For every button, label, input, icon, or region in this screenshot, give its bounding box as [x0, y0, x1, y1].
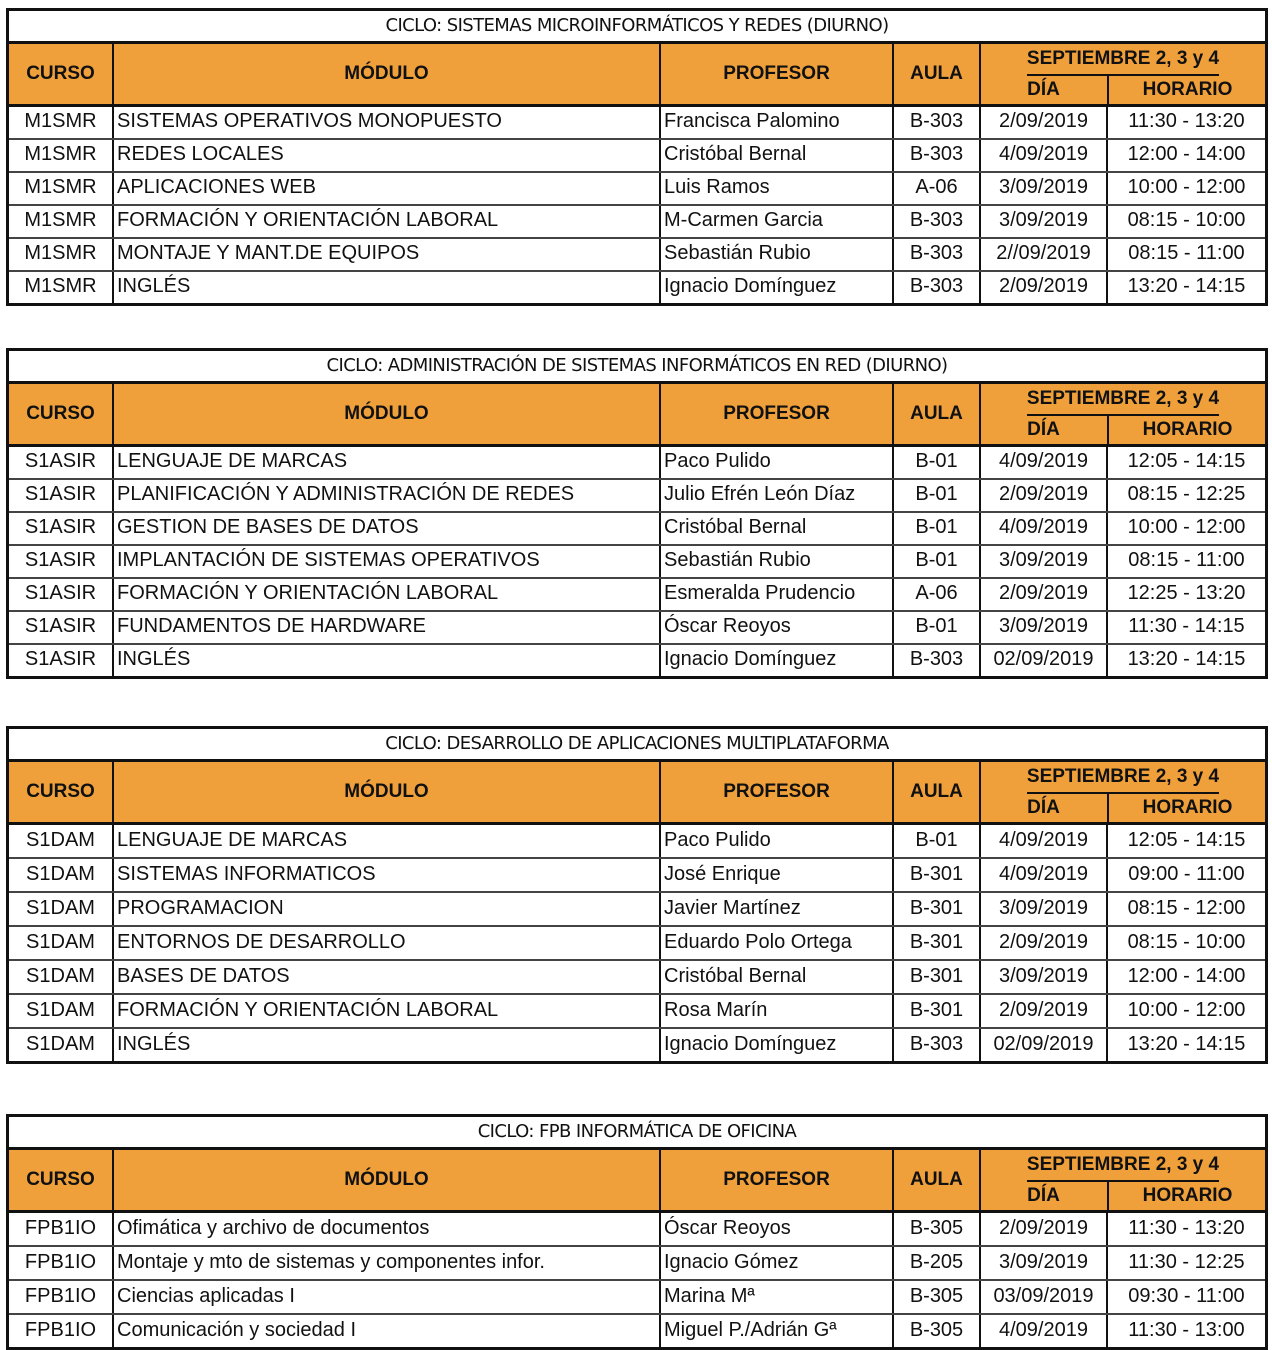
- header-dia: DÍA: [980, 794, 1109, 822]
- header-aula: AULA: [894, 762, 981, 822]
- header-modulo: MÓDULO: [114, 762, 661, 822]
- table-row: [9, 579, 1265, 612]
- cell-dia: 3/09/2019: [981, 961, 1108, 993]
- table-row: [9, 546, 1265, 579]
- cell-modulo: Montaje y mto de sistemas y componentes infor.: [114, 1247, 661, 1279]
- header-septiembre-group: [981, 1150, 1265, 1210]
- cell-curso: S1ASIR: [9, 645, 114, 676]
- header-profesor: PROFESOR: [661, 44, 894, 104]
- cell-aula: B-01: [894, 825, 981, 857]
- cell-horario: 08:15 - 11:00: [1128, 242, 1245, 264]
- header-horario: HORARIO: [1142, 79, 1233, 100]
- cell-aula: B-01: [894, 513, 981, 544]
- cell-curso: M1SMR: [9, 107, 114, 138]
- cell-profesor: Paco Pulido: [661, 447, 894, 478]
- cell-aula: B-01: [894, 480, 981, 511]
- cell-horario: 11:30 - 13:20: [1128, 1217, 1245, 1239]
- cell-aula: B-305: [894, 1281, 981, 1313]
- cell-horario: 11:30 - 13:00: [1128, 1319, 1245, 1341]
- cell-curso: M1SMR: [9, 239, 114, 270]
- cell-profesor: Paco Pulido: [661, 825, 894, 857]
- table-row: [9, 1281, 1265, 1315]
- cell-horario: 11:30 - 12:25: [1128, 1251, 1245, 1273]
- header-curso: CURSO: [9, 44, 114, 104]
- cell-curso: FPB1IO: [9, 1247, 114, 1279]
- cell-curso: S1DAM: [9, 1029, 114, 1061]
- cell-aula: B-301: [894, 859, 981, 891]
- cell-profesor: Sebastián Rubio: [661, 239, 894, 270]
- cell-modulo: Ciencias aplicadas I: [114, 1281, 661, 1313]
- cell-dia: 2/09/2019: [981, 927, 1108, 959]
- cell-modulo: SISTEMAS OPERATIVOS MONOPUESTO: [114, 107, 661, 138]
- cell-dia: 4/09/2019: [981, 825, 1108, 857]
- header-curso: CURSO: [9, 1150, 114, 1210]
- header-dia: DÍA: [980, 416, 1109, 444]
- cell-modulo: Comunicación y sociedad I: [114, 1315, 661, 1347]
- cell-aula: B-01: [894, 447, 981, 478]
- table-body: [9, 825, 1265, 1061]
- cell-aula: B-301: [894, 961, 981, 993]
- cycle-title: CICLO: DESARROLLO DE APLICACIONES MULTIPLATAFORMA: [9, 729, 1265, 762]
- cell-horario: 08:15 - 10:00: [1127, 931, 1246, 953]
- cycle-title: CICLO: FPB INFORMÁTICA DE OFICINA: [9, 1117, 1265, 1150]
- cell-dia: 2/09/2019: [981, 480, 1108, 511]
- cell-profesor: Cristóbal Bernal: [661, 513, 894, 544]
- cell-horario: 08:15 - 10:00: [1127, 209, 1246, 231]
- header-modulo: MÓDULO: [114, 44, 661, 104]
- cell-horario: 09:30 - 11:00: [1128, 1285, 1245, 1307]
- header-profesor: PROFESOR: [661, 384, 894, 444]
- table-row: [9, 140, 1265, 173]
- cell-dia: 3/09/2019: [981, 173, 1108, 204]
- header-horario: HORARIO: [1142, 797, 1233, 818]
- cell-curso: S1ASIR: [9, 480, 114, 511]
- cell-aula: B-303: [894, 239, 981, 270]
- cell-curso: FPB1IO: [9, 1213, 114, 1245]
- table-row: [9, 612, 1265, 645]
- table-row: [9, 859, 1265, 893]
- cycle-table-2: [6, 348, 1268, 679]
- cell-modulo: FORMACIÓN Y ORIENTACIÓN LABORAL: [114, 995, 661, 1027]
- table-row: [9, 239, 1265, 272]
- table-row: [9, 480, 1265, 513]
- header-septiembre-group: [981, 384, 1265, 444]
- cell-curso: S1DAM: [9, 995, 114, 1027]
- cell-modulo: INGLÉS: [114, 272, 661, 303]
- cell-aula: B-01: [894, 612, 981, 643]
- cell-profesor: Eduardo Polo Ortega: [661, 927, 894, 959]
- header-horario: HORARIO: [1142, 1185, 1233, 1206]
- cell-dia: 2/09/2019: [981, 272, 1108, 303]
- cell-profesor: Óscar Reoyos: [661, 612, 894, 643]
- cell-curso: S1ASIR: [9, 447, 114, 478]
- cell-aula: B-301: [894, 995, 981, 1027]
- cell-profesor: Ignacio Domínguez: [661, 1029, 894, 1061]
- table-body: [9, 447, 1265, 676]
- cell-horario: 12:00 - 14:00: [1127, 965, 1246, 987]
- header-row: [9, 384, 1265, 447]
- cell-modulo: ENTORNOS DE DESARROLLO: [114, 927, 661, 959]
- cell-profesor: Rosa Marín: [661, 995, 894, 1027]
- cell-profesor: M-Carmen Garcia: [661, 206, 894, 237]
- header-curso: CURSO: [9, 384, 114, 444]
- cell-curso: FPB1IO: [9, 1281, 114, 1313]
- header-horario: HORARIO: [1142, 419, 1233, 440]
- cell-modulo: SISTEMAS INFORMATICOS: [114, 859, 661, 891]
- cell-aula: B-303: [894, 1029, 981, 1061]
- cell-dia: 2//09/2019: [981, 239, 1108, 270]
- cell-dia: 2/09/2019: [981, 995, 1108, 1027]
- cell-dia: 2/09/2019: [981, 579, 1108, 610]
- cell-horario: 12:05 - 14:15: [1127, 450, 1246, 472]
- cell-modulo: INGLÉS: [114, 1029, 661, 1061]
- cell-dia: 2/09/2019: [981, 107, 1108, 138]
- cell-curso: S1DAM: [9, 859, 114, 891]
- cell-modulo: FORMACIÓN Y ORIENTACIÓN LABORAL: [114, 579, 661, 610]
- table-row: [9, 107, 1265, 140]
- table-row: [9, 1213, 1265, 1247]
- cell-horario: 08:15 - 12:25: [1127, 483, 1246, 505]
- cell-horario: 08:15 - 11:00: [1128, 549, 1245, 571]
- header-septiembre: SEPTIEMBRE 2, 3 y 4: [1027, 44, 1219, 76]
- cell-modulo: FORMACIÓN Y ORIENTACIÓN LABORAL: [114, 206, 661, 237]
- table-row: [9, 173, 1265, 206]
- cell-modulo: FUNDAMENTOS DE HARDWARE: [114, 612, 661, 643]
- cell-modulo: Ofimática y archivo de documentos: [114, 1213, 661, 1245]
- header-aula: AULA: [894, 44, 981, 104]
- table-row: [9, 1247, 1265, 1281]
- cell-dia: 3/09/2019: [981, 612, 1108, 643]
- cell-curso: M1SMR: [9, 206, 114, 237]
- cell-aula: B-305: [894, 1315, 981, 1347]
- header-row: [9, 762, 1265, 825]
- cell-profesor: Marina Mª: [661, 1281, 894, 1313]
- header-septiembre: SEPTIEMBRE 2, 3 y 4: [1027, 762, 1219, 794]
- cell-modulo: PLANIFICACIÓN Y ADMINISTRACIÓN DE REDES: [114, 480, 661, 511]
- cell-dia: 3/09/2019: [981, 546, 1108, 577]
- cell-curso: M1SMR: [9, 272, 114, 303]
- cell-dia: 4/09/2019: [981, 1315, 1108, 1347]
- header-modulo: MÓDULO: [114, 384, 661, 444]
- header-profesor: PROFESOR: [661, 1150, 894, 1210]
- cell-dia: 3/09/2019: [981, 893, 1108, 925]
- cell-dia: 3/09/2019: [981, 206, 1108, 237]
- cell-modulo: PROGRAMACION: [114, 893, 661, 925]
- cell-profesor: Ignacio Gómez: [661, 1247, 894, 1279]
- cell-horario: 09:00 - 11:00: [1128, 863, 1245, 885]
- cell-curso: S1ASIR: [9, 579, 114, 610]
- header-septiembre: SEPTIEMBRE 2, 3 y 4: [1027, 1150, 1219, 1182]
- header-row: [9, 1150, 1265, 1213]
- cell-profesor: Cristóbal Bernal: [661, 961, 894, 993]
- table-row: [9, 513, 1265, 546]
- cell-dia: 03/09/2019: [981, 1281, 1108, 1313]
- cell-horario: 08:15 - 12:00: [1127, 897, 1246, 919]
- cell-dia: 02/09/2019: [981, 645, 1108, 676]
- cell-aula: B-303: [894, 140, 981, 171]
- table-row: [9, 825, 1265, 859]
- cell-curso: S1ASIR: [9, 513, 114, 544]
- cell-horario: 12:05 - 14:15: [1127, 829, 1246, 851]
- cell-aula: B-301: [894, 927, 981, 959]
- cell-horario: 11:30 - 14:15: [1128, 615, 1245, 637]
- cell-aula: B-303: [894, 645, 981, 676]
- cell-profesor: Ignacio Domínguez: [661, 272, 894, 303]
- cell-modulo: MONTAJE Y MANT.DE EQUIPOS: [114, 239, 661, 270]
- table-body: [9, 107, 1265, 303]
- table-body: [9, 1213, 1265, 1347]
- cell-horario: 13:20 - 14:15: [1127, 648, 1246, 670]
- header-dia: DÍA: [980, 76, 1109, 104]
- cell-aula: B-303: [894, 206, 981, 237]
- header-curso: CURSO: [9, 762, 114, 822]
- cell-curso: S1DAM: [9, 893, 114, 925]
- cell-curso: FPB1IO: [9, 1315, 114, 1347]
- cell-aula: B-205: [894, 1247, 981, 1279]
- cell-modulo: LENGUAJE DE MARCAS: [114, 447, 661, 478]
- cell-modulo: REDES LOCALES: [114, 140, 661, 171]
- cell-profesor: Cristóbal Bernal: [661, 140, 894, 171]
- table-row: [9, 1315, 1265, 1347]
- cell-horario: 12:00 - 14:00: [1127, 143, 1246, 165]
- table-row: [9, 447, 1265, 480]
- cell-dia: 4/09/2019: [981, 447, 1108, 478]
- cell-modulo: IMPLANTACIÓN DE SISTEMAS OPERATIVOS: [114, 546, 661, 577]
- cell-dia: 4/09/2019: [981, 859, 1108, 891]
- cell-curso: M1SMR: [9, 173, 114, 204]
- cell-curso: S1DAM: [9, 825, 114, 857]
- cell-aula: B-305: [894, 1213, 981, 1245]
- cell-profesor: Luis Ramos: [661, 173, 894, 204]
- cycle-table-4: [6, 1114, 1268, 1350]
- cell-horario: 10:00 - 12:00: [1127, 176, 1246, 198]
- cycle-table-1: [6, 8, 1268, 306]
- cell-horario: 10:00 - 12:00: [1127, 516, 1246, 538]
- header-dia: DÍA: [980, 1182, 1109, 1210]
- cell-horario: 12:25 - 13:20: [1127, 582, 1246, 604]
- header-septiembre-group: [981, 44, 1265, 104]
- header-aula: AULA: [894, 1150, 981, 1210]
- cell-aula: A-06: [894, 579, 981, 610]
- cell-profesor: Javier Martínez: [661, 893, 894, 925]
- header-septiembre-group: [981, 762, 1265, 822]
- cell-modulo: INGLÉS: [114, 645, 661, 676]
- cell-dia: 4/09/2019: [981, 140, 1108, 171]
- cell-profesor: Óscar Reoyos: [661, 1213, 894, 1245]
- cell-curso: S1DAM: [9, 927, 114, 959]
- cell-curso: M1SMR: [9, 140, 114, 171]
- cell-modulo: LENGUAJE DE MARCAS: [114, 825, 661, 857]
- header-septiembre: SEPTIEMBRE 2, 3 y 4: [1027, 384, 1219, 416]
- header-profesor: PROFESOR: [661, 762, 894, 822]
- table-row: [9, 272, 1265, 303]
- cell-aula: B-301: [894, 893, 981, 925]
- cell-profesor: Francisca Palomino: [661, 107, 894, 138]
- cell-curso: S1ASIR: [9, 546, 114, 577]
- cell-modulo: GESTION DE BASES DE DATOS: [114, 513, 661, 544]
- cell-profesor: Ignacio Domínguez: [661, 645, 894, 676]
- table-row: [9, 893, 1265, 927]
- table-row: [9, 1029, 1265, 1061]
- cell-profesor: Miguel P./Adrián Gª: [661, 1315, 894, 1347]
- cell-aula: B-303: [894, 272, 981, 303]
- cell-modulo: APLICACIONES WEB: [114, 173, 661, 204]
- table-row: [9, 206, 1265, 239]
- header-row: [9, 44, 1265, 107]
- cell-aula: A-06: [894, 173, 981, 204]
- table-row: [9, 927, 1265, 961]
- cycle-title: CICLO: ADMINISTRACIÓN DE SISTEMAS INFORMÁTICOS EN RED (DIURNO): [9, 351, 1265, 384]
- cell-aula: B-01: [894, 546, 981, 577]
- cell-dia: 3/09/2019: [981, 1247, 1108, 1279]
- cell-profesor: Sebastián Rubio: [661, 546, 894, 577]
- cell-aula: B-303: [894, 107, 981, 138]
- header-aula: AULA: [894, 384, 981, 444]
- cell-horario: 13:20 - 14:15: [1127, 275, 1246, 297]
- cell-profesor: José Enrique: [661, 859, 894, 891]
- table-row: [9, 645, 1265, 676]
- cycle-title: CICLO: SISTEMAS MICROINFORMÁTICOS Y REDES (DIURNO): [9, 11, 1265, 44]
- cell-horario: 13:20 - 14:15: [1127, 1033, 1246, 1055]
- cell-dia: 4/09/2019: [981, 513, 1108, 544]
- cell-horario: 10:00 - 12:00: [1127, 999, 1246, 1021]
- table-row: [9, 995, 1265, 1029]
- cell-curso: S1DAM: [9, 961, 114, 993]
- header-modulo: MÓDULO: [114, 1150, 661, 1210]
- table-row: [9, 961, 1265, 995]
- cycle-table-3: [6, 726, 1268, 1064]
- cell-profesor: Esmeralda Prudencio: [661, 579, 894, 610]
- cell-modulo: BASES DE DATOS: [114, 961, 661, 993]
- cell-curso: S1ASIR: [9, 612, 114, 643]
- cell-dia: 02/09/2019: [981, 1029, 1108, 1061]
- cell-dia: 2/09/2019: [981, 1213, 1108, 1245]
- cell-profesor: Julio Efrén León Díaz: [661, 480, 894, 511]
- cell-horario: 11:30 - 13:20: [1128, 110, 1245, 132]
